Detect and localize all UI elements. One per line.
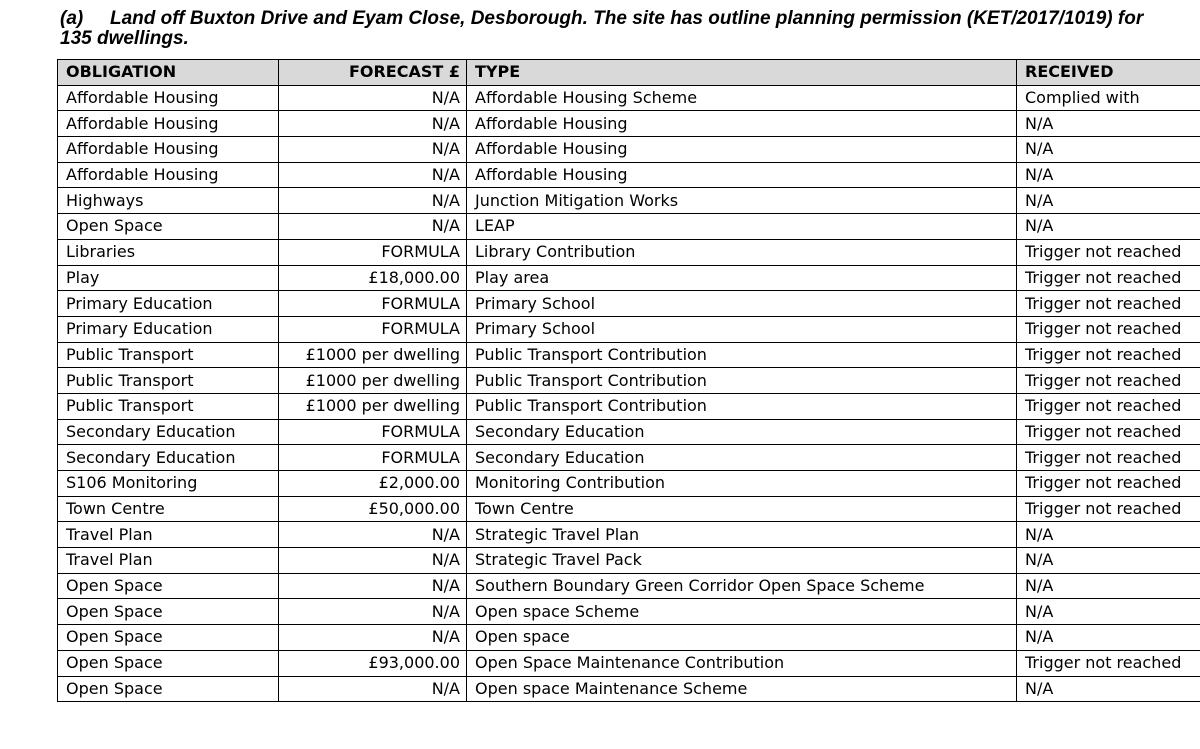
cell-obligation: Town Centre — [58, 496, 279, 522]
cell-obligation: Play — [58, 265, 279, 291]
cell-received: Trigger not reached — [1017, 496, 1200, 522]
table-row — [58, 445, 1200, 471]
cell-obligation: Open Space — [58, 214, 279, 240]
table-row — [58, 342, 1200, 368]
cell-type: Monitoring Contribution — [467, 471, 1017, 497]
table-body — [58, 85, 1200, 702]
cell-received: Trigger not reached — [1017, 419, 1200, 445]
cell-obligation: Public Transport — [58, 393, 279, 419]
table-row — [58, 650, 1200, 676]
cell-received: N/A — [1017, 214, 1200, 240]
cell-forecast: FORMULA — [279, 316, 467, 342]
cell-forecast: N/A — [279, 162, 467, 188]
cell-forecast: £2,000.00 — [279, 471, 467, 497]
cell-received: N/A — [1017, 573, 1200, 599]
cell-obligation: Affordable Housing — [58, 162, 279, 188]
obligations-table — [57, 59, 1200, 702]
cell-received: Trigger not reached — [1017, 291, 1200, 317]
cell-obligation: Highways — [58, 188, 279, 214]
cell-obligation: S106 Monitoring — [58, 471, 279, 497]
cell-obligation: Primary Education — [58, 316, 279, 342]
cell-type: Strategic Travel Pack — [467, 548, 1017, 574]
cell-type: Strategic Travel Plan — [467, 522, 1017, 548]
cell-received: N/A — [1017, 676, 1200, 702]
cell-obligation: Libraries — [58, 239, 279, 265]
table-row — [58, 162, 1200, 188]
table-row — [58, 291, 1200, 317]
cell-forecast: N/A — [279, 111, 467, 137]
cell-obligation: Open Space — [58, 599, 279, 625]
table-row — [58, 85, 1200, 111]
cell-obligation: Public Transport — [58, 368, 279, 394]
cell-obligation: Open Space — [58, 676, 279, 702]
header-type: TYPE — [467, 60, 1017, 86]
cell-type: Public Transport Contribution — [467, 368, 1017, 394]
table-row — [58, 471, 1200, 497]
cell-forecast: £50,000.00 — [279, 496, 467, 522]
header-received: RECEIVED — [1017, 60, 1200, 86]
cell-forecast: £93,000.00 — [279, 650, 467, 676]
cell-received: Trigger not reached — [1017, 342, 1200, 368]
table-row — [58, 316, 1200, 342]
cell-obligation: Secondary Education — [58, 419, 279, 445]
table-row — [58, 522, 1200, 548]
cell-type: Primary School — [467, 316, 1017, 342]
table-row — [58, 573, 1200, 599]
cell-forecast: N/A — [279, 137, 467, 163]
table-row — [58, 393, 1200, 419]
cell-type: Open space Scheme — [467, 599, 1017, 625]
cell-received: Trigger not reached — [1017, 316, 1200, 342]
cell-type: Library Contribution — [467, 239, 1017, 265]
cell-received: N/A — [1017, 111, 1200, 137]
table-row — [58, 214, 1200, 240]
cell-forecast: N/A — [279, 85, 467, 111]
cell-received: Trigger not reached — [1017, 265, 1200, 291]
table-row — [58, 496, 1200, 522]
cell-received: N/A — [1017, 137, 1200, 163]
cell-forecast: FORMULA — [279, 239, 467, 265]
cell-type: Public Transport Contribution — [467, 342, 1017, 368]
cell-received: N/A — [1017, 188, 1200, 214]
cell-received: Trigger not reached — [1017, 239, 1200, 265]
cell-type: Secondary Education — [467, 419, 1017, 445]
cell-type: Affordable Housing — [467, 111, 1017, 137]
header-obligation: OBLIGATION — [58, 60, 279, 86]
cell-type: Open space Maintenance Scheme — [467, 676, 1017, 702]
cell-forecast: £1000 per dwelling — [279, 368, 467, 394]
cell-forecast: £18,000.00 — [279, 265, 467, 291]
cell-forecast: N/A — [279, 625, 467, 651]
cell-type: Play area — [467, 265, 1017, 291]
table-row — [58, 239, 1200, 265]
cell-received: N/A — [1017, 548, 1200, 574]
cell-type: Affordable Housing — [467, 137, 1017, 163]
cell-obligation: Open Space — [58, 650, 279, 676]
cell-obligation: Affordable Housing — [58, 111, 279, 137]
table-row — [58, 676, 1200, 702]
table-row — [58, 111, 1200, 137]
table-row — [58, 265, 1200, 291]
section-heading — [60, 9, 1180, 49]
section-label: (a) — [60, 8, 84, 29]
cell-received: N/A — [1017, 162, 1200, 188]
cell-forecast: £1000 per dwelling — [279, 342, 467, 368]
cell-type: Open Space Maintenance Contribution — [467, 650, 1017, 676]
cell-type: Affordable Housing Scheme — [467, 85, 1017, 111]
section-title: Land off Buxton Drive and Eyam Close, Desborough. The site has outline planning permission (KET/2017/1019) for 135 dwellings. — [60, 8, 1144, 49]
cell-type: Public Transport Contribution — [467, 393, 1017, 419]
cell-obligation: Affordable Housing — [58, 85, 279, 111]
cell-forecast: N/A — [279, 548, 467, 574]
cell-received: N/A — [1017, 625, 1200, 651]
cell-type: Open space — [467, 625, 1017, 651]
cell-obligation: Open Space — [58, 573, 279, 599]
cell-type: Southern Boundary Green Corridor Open Space Scheme — [467, 573, 1017, 599]
cell-type: Town Centre — [467, 496, 1017, 522]
table-row — [58, 625, 1200, 651]
header-forecast: FORECAST £ — [279, 60, 467, 86]
cell-forecast: N/A — [279, 599, 467, 625]
cell-type: Junction Mitigation Works — [467, 188, 1017, 214]
cell-forecast: FORMULA — [279, 419, 467, 445]
cell-received: N/A — [1017, 522, 1200, 548]
table-header-row — [58, 60, 1200, 86]
cell-obligation: Public Transport — [58, 342, 279, 368]
cell-obligation: Secondary Education — [58, 445, 279, 471]
cell-forecast: N/A — [279, 188, 467, 214]
cell-obligation: Open Space — [58, 625, 279, 651]
cell-obligation: Travel Plan — [58, 548, 279, 574]
cell-received: Trigger not reached — [1017, 445, 1200, 471]
table-row — [58, 599, 1200, 625]
cell-obligation: Travel Plan — [58, 522, 279, 548]
cell-received: Trigger not reached — [1017, 471, 1200, 497]
cell-obligation: Affordable Housing — [58, 137, 279, 163]
cell-type: LEAP — [467, 214, 1017, 240]
cell-forecast: FORMULA — [279, 445, 467, 471]
table-row — [58, 137, 1200, 163]
cell-forecast: N/A — [279, 676, 467, 702]
table-row — [58, 368, 1200, 394]
cell-forecast: FORMULA — [279, 291, 467, 317]
cell-forecast: N/A — [279, 214, 467, 240]
cell-forecast: £1000 per dwelling — [279, 393, 467, 419]
cell-received: N/A — [1017, 599, 1200, 625]
cell-type: Affordable Housing — [467, 162, 1017, 188]
cell-received: Complied with — [1017, 85, 1200, 111]
cell-received: Trigger not reached — [1017, 650, 1200, 676]
cell-received: Trigger not reached — [1017, 393, 1200, 419]
cell-forecast: N/A — [279, 522, 467, 548]
cell-type: Primary School — [467, 291, 1017, 317]
cell-received: Trigger not reached — [1017, 368, 1200, 394]
table-row — [58, 419, 1200, 445]
cell-obligation: Primary Education — [58, 291, 279, 317]
cell-type: Secondary Education — [467, 445, 1017, 471]
table-row — [58, 188, 1200, 214]
table-row — [58, 548, 1200, 574]
cell-forecast: N/A — [279, 573, 467, 599]
